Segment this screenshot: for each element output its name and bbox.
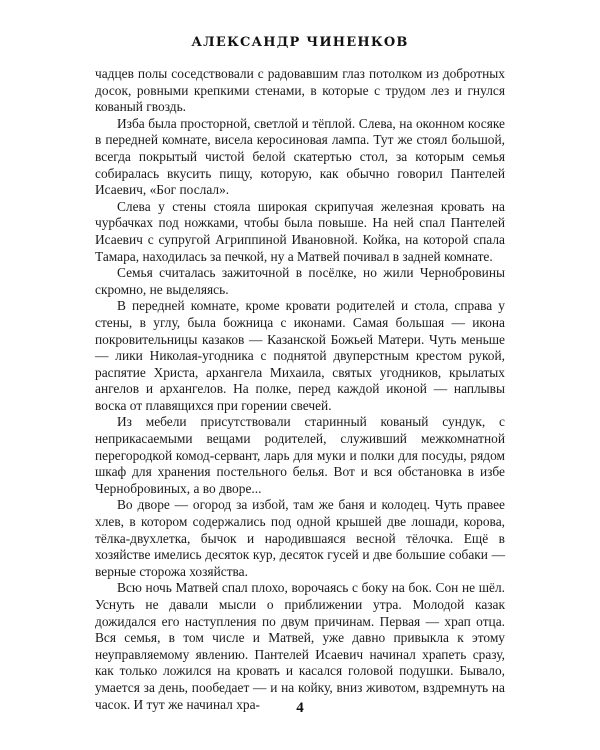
book-page bbox=[95, 34, 505, 734]
page-number: 4 bbox=[296, 700, 304, 716]
paragraph: В передней комнате, кроме кровати родителей и стола, справа у стены, в углу, была божница с иконами. Самая большая — икона покровительницы казаков — Казанской Божьей Матери. Чуть меньше — лики Николая-угодника с поднятой двуперстным крестом рукой, распятие Христа, архангела Михаила, святых угодников, крылатых ангелов и архангелов. На полке, перед каждой иконой — наплывы воска от плавящихся при горении свечей. bbox=[95, 298, 505, 413]
paragraph: Из мебели присутствовали старинный кованый сундук, с неприкасаемыми вещами родителей, служивший межкомнатной перегородкой комод-сервант, ларь для муки и полки для посуды, рядом шкаф для хранения постельного белья. Вот и вся обстановка в избе Чернобровиных, а во дворе... bbox=[95, 414, 505, 496]
paragraph: Изба была просторной, светлой и тёплой. Слева, на оконном косяке в передней комнате, висела керосиновая лампа. Тут же стоял большой, всегда покрытый чистой белой скатертью стол, за которым семья собиралась вкусить пищу, которую, как обычно говорил Пантелей Исаевич, «Бог послал». bbox=[95, 115, 505, 198]
paragraph: Всю ночь Матвей спал плохо, ворочаясь с боку на бок. Сон не шёл. Уснуть не давали мысли о приближении утра. Молодой казак дожидался его наступления по двум причинам. Первая — храп отца. Вся семья, в том числе и Матвей, уже давно привыкла к этому неуправляемому явлению. Пантелей Исаевич начинал храпеть сразу, как только ложился на кровать и касался головой подушки. Бывало, умается за день, пообедает — и на койку, вниз животом, вздремнуть на часок. И тут же начинал хра- bbox=[95, 580, 505, 712]
paragraph: Семья считалась зажиточной в посёлке, но жили Чернобровины скромно, не выделяясь. bbox=[95, 265, 505, 297]
paragraph-continuation: чадцев полы соседствовали с радовавшим глаз потолком из добротных досок, ровными крепкими стенами, в которые с трудом лез и гнулся кованый гвоздь. bbox=[95, 66, 505, 115]
paragraph: Во дворе — огород за избой, там же баня и колодец. Чуть правее хлев, в котором содержались под одной крышей две лошади, корова, тёлка-двухлетка, бычок и народившаяся весной тёлочка. Ещё в хозяйстве имелись десяток кур, десяток гусей и две большие собаки — верные сторожа хозяйства. bbox=[95, 497, 505, 579]
body-text bbox=[95, 66, 505, 713]
paragraph: Слева у стены стояла широкая скрипучая железная кровать на чурбачках под ножками, чтобы была повыше. На ней спал Пантелей Исаевич с супругой Агриппиной Ивановной. Койка, на которой спала Тамара, находилась за печкой, ну а Матвей почивал в задней комнате. bbox=[95, 198, 505, 264]
running-header-author: АЛЕКСАНДР ЧИНЕНКОВ bbox=[191, 35, 409, 50]
